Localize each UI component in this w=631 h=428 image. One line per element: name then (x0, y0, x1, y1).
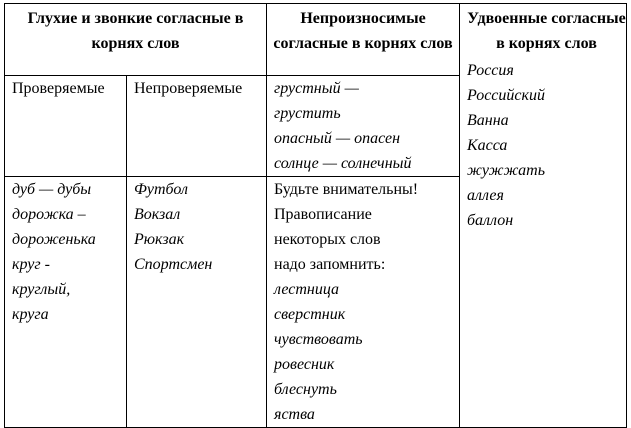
example-line: дорожка – (12, 206, 86, 223)
example-line: круга (12, 306, 49, 323)
double-example-word: баллон (467, 212, 514, 229)
memorize-word: блеснуть (274, 381, 337, 398)
double-example-word: Российский (467, 87, 545, 104)
double-example-word: Россия (467, 62, 514, 79)
note-line: надо запомнить: (274, 256, 386, 273)
note-line: Правописание (274, 206, 372, 223)
example-word: Рюкзак (134, 231, 185, 248)
example-line: круг - (12, 256, 50, 273)
note-line: некоторых слов (274, 231, 381, 248)
example-line: грустный — (274, 80, 359, 97)
double-example-word: аллея (467, 187, 504, 204)
unpronounceable-note-cell (267, 177, 460, 428)
example-word: Вокзал (134, 206, 181, 223)
example-line: дуб — дубы (12, 181, 92, 198)
checkable-examples (5, 177, 127, 428)
memorize-word: чувствовать (274, 331, 363, 348)
double-examples (467, 58, 626, 233)
example-word: Футбол (134, 181, 188, 198)
example-line: грустить (274, 105, 341, 122)
uncheckable-examples (127, 177, 267, 428)
double-example-word: жужжать (467, 162, 545, 179)
double-example-word: Касса (467, 137, 508, 154)
memorize-word: лестница (274, 281, 340, 298)
example-word: Спортсмен (134, 256, 213, 273)
subheader-checkable: Проверяемые (5, 76, 127, 177)
consonants-table (4, 3, 627, 428)
memorize-word: яства (274, 406, 315, 423)
unpronounceable-examples (267, 76, 460, 177)
example-line: солнце — солнечный (274, 155, 412, 172)
unpronounceable-note (274, 177, 459, 277)
example-line: опасный — опасен (274, 130, 401, 147)
header-voiced-voiceless: Глухие и звонкие согласные в корнях слов (5, 4, 267, 76)
example-line: круглый, (12, 281, 71, 298)
memorize-word: ровесник (274, 356, 335, 373)
example-line: дороженька (12, 231, 96, 248)
header-double-consonants: Удвоенные согласные в корнях слов (467, 10, 626, 52)
subheader-uncheckable: Непроверяемые (127, 76, 267, 177)
memorize-words (274, 277, 459, 427)
double-consonants-column (460, 4, 627, 428)
memorize-word: сверстник (274, 306, 346, 323)
header-unpronounceable: Непроизносимые согласные в корнях слов (267, 4, 460, 76)
double-example-word: Ванна (467, 112, 509, 129)
note-line: Будьте внимательны! (274, 181, 419, 198)
